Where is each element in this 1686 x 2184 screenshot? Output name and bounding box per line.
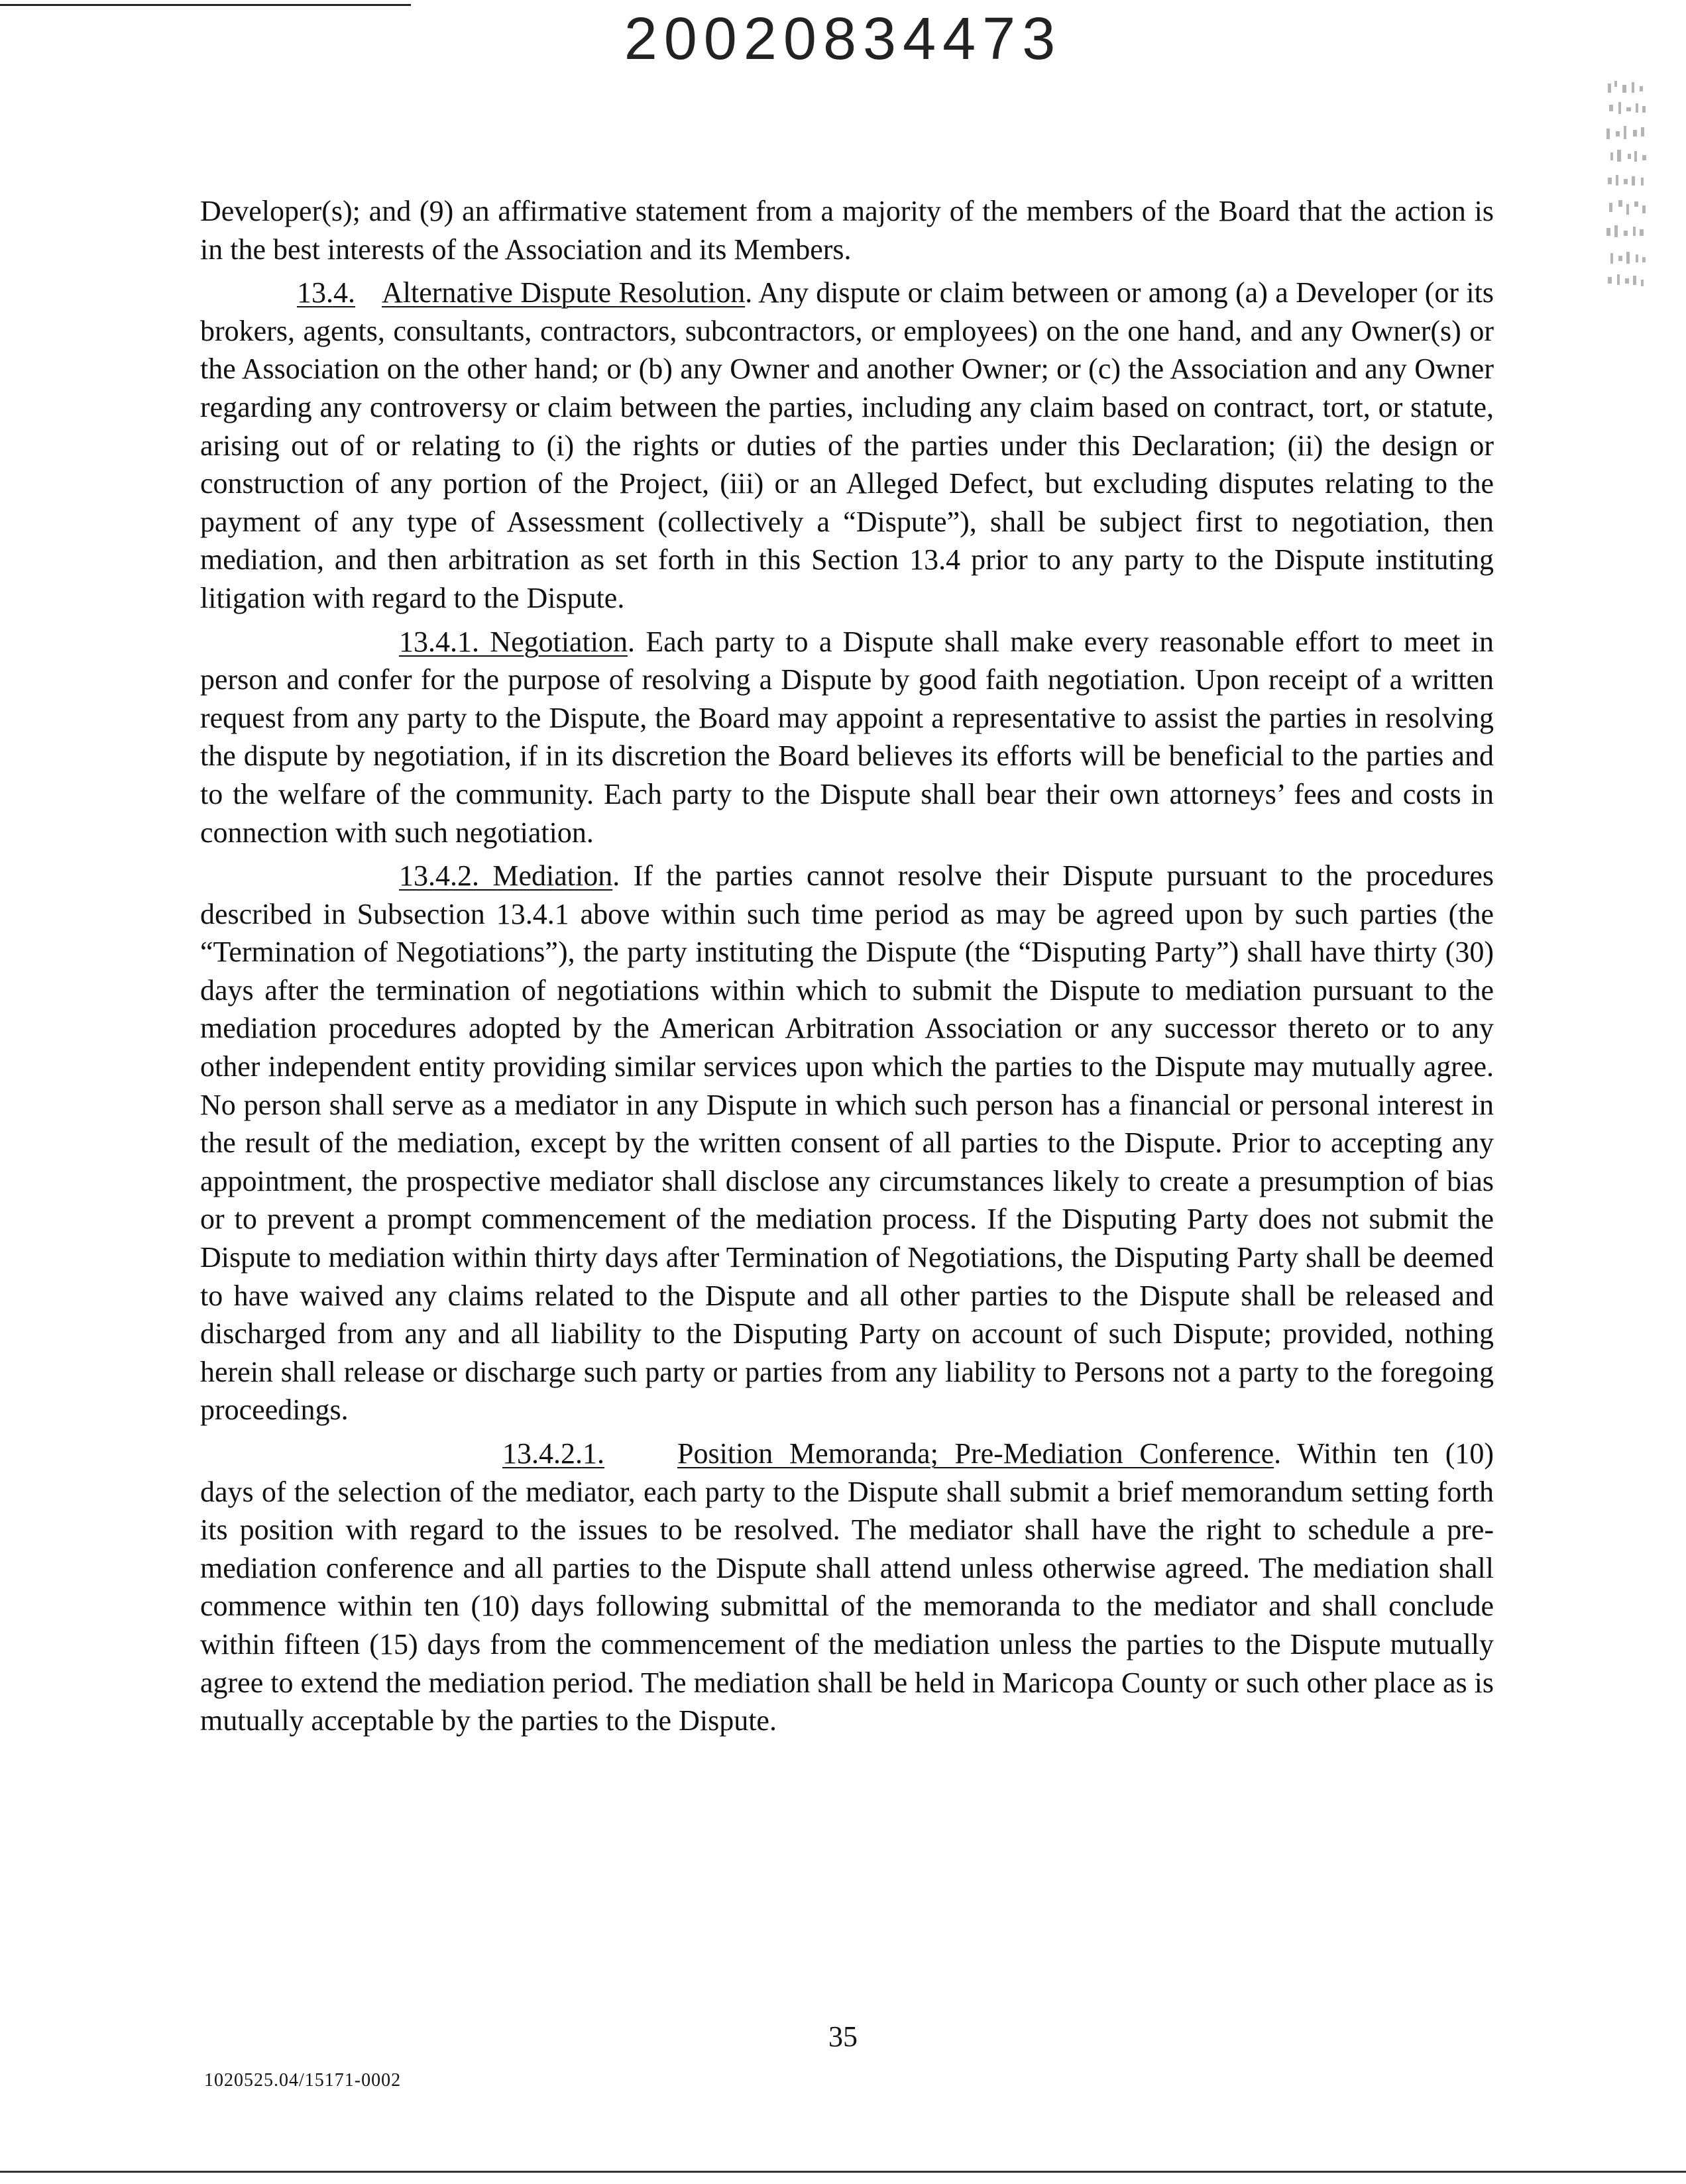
intro-text: Developer(s); and (9) an affirmative statement from a majority of the members of the Board that the action is in the best interests of the Association and its Members. xyxy=(200,195,1494,266)
section-13-4-2-text: . If the parties cannot resolve their Dispute pursuant to the procedures described in Subsection 13.4.1 above within such time period as may be agreed upon by such parties (the “Termination of Negotiations”), the party instituting the Dispute (the “Disputing Party”) shall have thirty (30) days after the termination of negotiations within which to submit the Dispute to mediation pursuant to the mediation procedures adopted by the American Arbitration Association or any successor thereto or to any other independent entity providing similar services upon which the parties to the Dispute may mutually agree. No person shall serve as a mediator in any Dispute in which such person has a financial or personal interest in the result of the mediation, except by the written consent of all parties to the Dispute. Prior to accepting any appointment, the prospective mediator shall disclose any circumstances likely to create a presumption of bias or to prevent a prompt commencement of the mediation process. If the Disputing Party does not submit the Dispute to mediation within thirty days after Termination of Negotiations, the Disputing Party shall be deemed to have waived any claims related to the Dispute and all other parties to the Dispute shall be released and discharged from any and all liability to the Disputing Party on account of such Dispute; provided, nothing herein shall release or discharge such party or parties from any liability to Persons not a party to the foregoing proceedings. xyxy=(200,859,1494,1427)
section-13-4-text: . Any dispute or claim between or among (a) a Developer (or its brokers, agents, consultants, contractors, subcontractors, or employees) on the one hand, and any Owner(s) or the Association on the other hand; or (b) any Owner and another Owner; or (c) the Association and any Owner regarding any controversy or claim between the parties, including any claim based on contract, tort, or statute, arising out of or relating to (i) the rights or duties of the parties under this Declaration; (ii) the design or construction of any portion of the Project, (iii) or an Alleged Defect, but excluding disputes relating to the payment of any type of Assessment (collectively a “Dispute”), shall be subject first to negotiation, then mediation, and then arbitration as set forth in this Section 13.4 prior to any party to the Dispute instituting litigation with regard to the Dispute. xyxy=(200,276,1494,614)
section-13-4-2-1-heading xyxy=(502,1437,1274,1470)
intro-paragraph xyxy=(200,192,1494,268)
section-13-4-heading xyxy=(297,276,745,309)
section-13-4-2 xyxy=(200,857,1494,1429)
margin-stamp-mark xyxy=(1604,78,1650,294)
section-13-4-2-heading: 13.4.2. Mediation xyxy=(399,859,613,893)
section-13-4-2-1-title: Position Memoranda; Pre-Mediation Conference xyxy=(677,1437,1274,1470)
bottom-rule xyxy=(0,2171,1686,2173)
page-number: 35 xyxy=(828,2020,858,2053)
section-13-4-2-1-number: 13.4.2.1. xyxy=(502,1437,604,1470)
document-body xyxy=(200,192,1494,1745)
section-13-4-1 xyxy=(200,623,1494,852)
document-number: 20020834473 xyxy=(624,6,1062,72)
section-13-4-2-1 xyxy=(200,1435,1494,1740)
section-13-4-title: Alternative Dispute Resolution xyxy=(382,276,746,309)
section-13-4-number: 13.4. xyxy=(297,276,355,309)
section-13-4-2-1-text: . Within ten (10) days of the selection of the mediator, each party to the Dispute shall submit a brief memorandum setting forth its position with regard to the issues to be resolved. The mediator shall have the right to schedule a pre-mediation conference and all parties to the Dispute shall attend unless otherwise agreed. The mediation shall commence within ten (10) days following submittal of the memoranda to the mediator and shall conclude within fifteen (15) days from the commencement of the mediation unless the parties to the Dispute mutually agree to extend the mediation period. The mediation shall be held in Maricopa County or such other place as is mutually acceptable by the parties to the Dispute. xyxy=(200,1437,1494,1737)
section-13-4-1-text: . Each party to a Dispute shall make every reasonable effort to meet in person and confer for the purpose of resolving a Dispute by good faith negotiation. Upon receipt of a written request from any party to the Dispute, the Board may appoint a representative to assist the parties in resolving the dispute by negotiation, if in its discretion the Board believes its efforts will be beneficial to the parties and to the welfare of the community. Each party to the Dispute shall bear their own attorneys’ fees and costs in connection with such negotiation. xyxy=(200,625,1494,849)
section-13-4 xyxy=(200,274,1494,617)
document-reference: 1020525.04/15171-0002 xyxy=(204,2070,402,2091)
section-13-4-1-heading: 13.4.1. Negotiation xyxy=(399,625,628,658)
